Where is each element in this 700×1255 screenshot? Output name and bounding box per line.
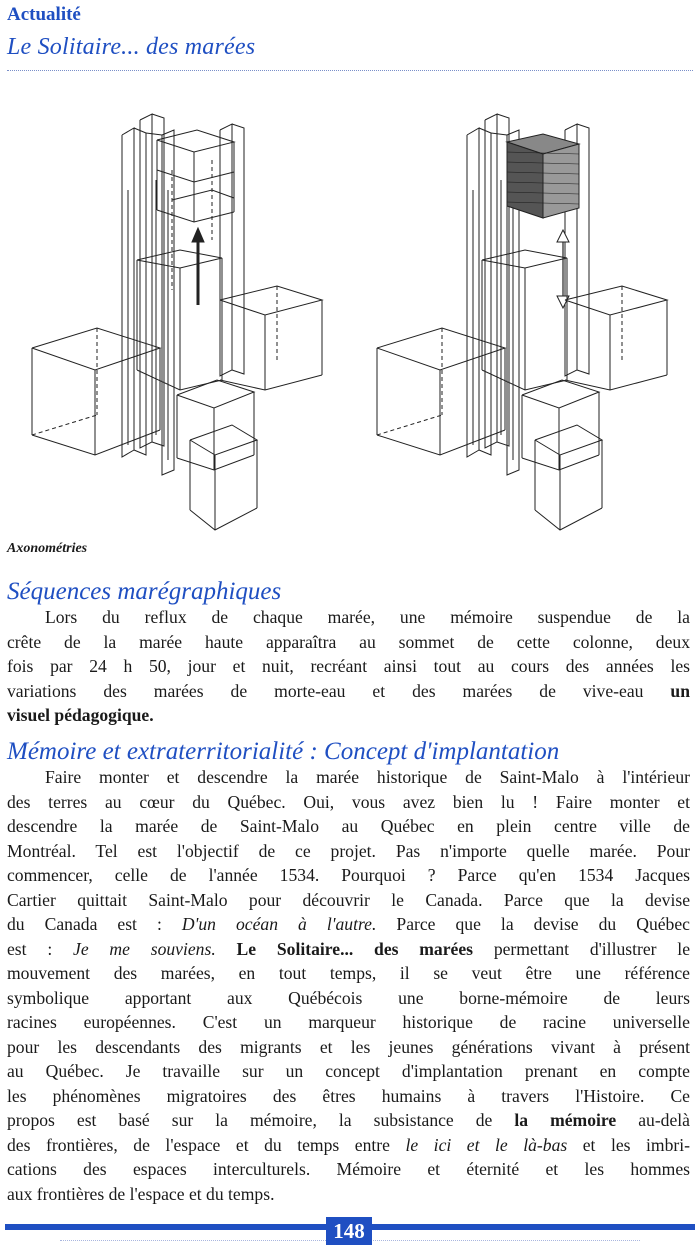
axonometry-left	[32, 114, 322, 530]
text-line: au Québec. Je travaille sur un concept d'implantation prenant en compte	[7, 1061, 690, 1081]
axonometric-drawings	[22, 90, 682, 540]
page-title: Le Solitaire... des marées	[7, 34, 256, 60]
text-line: fois par 24 h 50, jour et nuit, recréant ainsi tout au cours des années les	[7, 656, 690, 676]
section-label: Actualité	[7, 4, 81, 25]
text-line: commencer, celle de l'année 1534. Pourquoi ? Parce qu'en 1534 Jacques	[7, 865, 690, 885]
text-line: pour les descendants des migrants et les jeunes générations vivant à présent	[7, 1036, 690, 1057]
text-line: cations des espaces interculturels. Mémoire et éternité et les hommes	[7, 1159, 690, 1179]
axonometry-right	[377, 114, 667, 530]
paragraph-sequences	[7, 605, 690, 728]
text-line: descendre la marée de Saint-Malo au Québec en plein centre ville de	[7, 816, 690, 836]
section-heading-memoire: Mémoire et extraterritorialité : Concept d'implantation	[7, 738, 560, 765]
axonometric-figure	[22, 90, 682, 540]
text-line: Montréal. Tel est l'objectif de ce projet. Pas n'importe quelle marée. Pour	[7, 840, 690, 861]
text-line: Faire monter et descendre la marée historique de Saint-Malo à l'intérieur	[45, 767, 690, 787]
figure-caption: Axonométries	[7, 541, 88, 556]
text-line: des frontières, de l'espace et du temps entre le ici et le là-bas et les imbri-	[7, 1134, 690, 1155]
text-line: aux frontières de l'espace et du temps.	[7, 1183, 275, 1204]
text-line: visuel pédagogique.	[7, 705, 154, 725]
text-line: propos est basé sur la mémoire, la subsistance de la mémoire au-delà	[7, 1110, 690, 1130]
text-line: symbolique apportant aux Québécois une borne-mémoire de leurs	[7, 987, 690, 1008]
text-line: crête de la marée haute apparaîtra au sommet de cette colonne, deux	[7, 631, 690, 652]
text-line: des terres au cœur du Québec. Oui, vous avez bien lu ! Faire monter et	[7, 791, 690, 812]
text-line: Cartier quittait Saint-Malo pour découvrir le Canada. Parce que la devise	[7, 889, 690, 910]
page-number: 148	[326, 1217, 372, 1245]
title-divider	[7, 70, 693, 71]
text-line: variations des marées de morte-eau et des marées de vive-eau un	[7, 680, 690, 701]
text-line: mouvement des marées, en tout temps, il se veut être une référence	[7, 963, 690, 983]
text-line: est : Je me souviens. Le Solitaire... des marées permettant d'illustrer le	[7, 938, 690, 959]
section-heading-sequences: Séquences marégraphiques	[7, 578, 282, 605]
text-line: du Canada est : D'un océan à l'autre. Parce que la devise du Québec	[7, 914, 690, 934]
paragraph-memoire	[7, 765, 690, 1206]
text-line: les phénomènes migratoires des êtres humains à travers l'Histoire. Ce	[7, 1085, 690, 1106]
text-line: Lors du reflux de chaque marée, une mémoire suspendue de la	[45, 607, 690, 627]
text-line: racines européennes. C'est un marqueur historique de racine universelle	[7, 1012, 690, 1032]
